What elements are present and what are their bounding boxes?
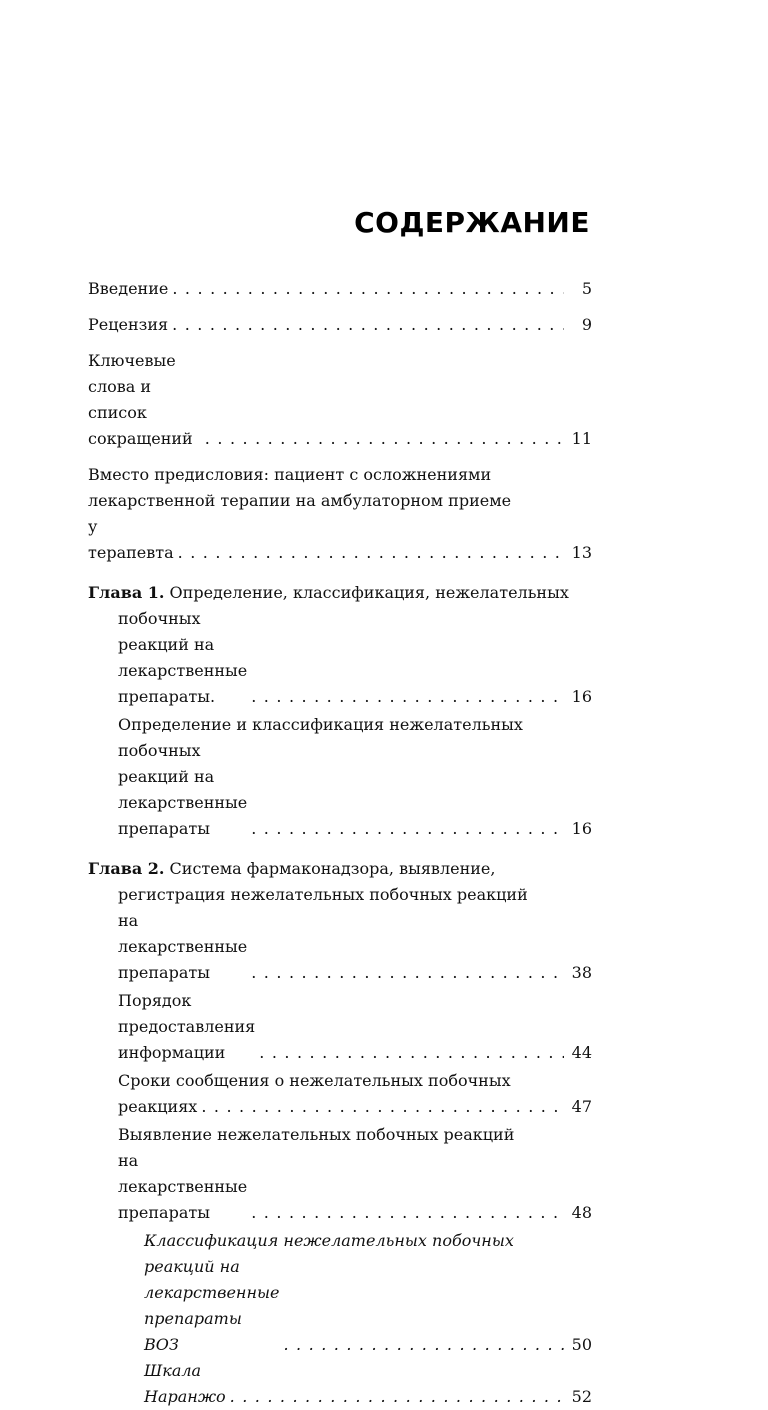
toc-page-number: 16 — [571, 687, 592, 706]
leader-dots — [197, 1094, 564, 1120]
toc-entry[interactable] — [88, 348, 592, 452]
toc-entry-text: у терапевта — [88, 517, 174, 562]
leader-dots — [247, 960, 564, 986]
toc-page-number: 47 — [571, 1097, 592, 1116]
table-of-contents — [88, 276, 592, 1410]
toc-entry-text: реакций на лекарственные препараты ВОЗ — [144, 1257, 280, 1354]
leader-dots — [226, 1384, 564, 1410]
toc-entry-line: Система фармаконадзора, выявление, — [169, 859, 496, 878]
leader-dots — [247, 1200, 564, 1226]
toc-page-number: 11 — [571, 429, 592, 448]
toc-entry-text: реакциях — [118, 1097, 198, 1116]
toc-entry-line: Сроки сообщения о нежелательных побочных — [118, 1071, 511, 1090]
toc-subsection-entry[interactable] — [88, 1358, 592, 1410]
toc-entry[interactable] — [88, 712, 592, 842]
toc-page-number: 13 — [571, 543, 592, 562]
toc-subsection-entry[interactable] — [88, 1228, 592, 1358]
toc-entry-text: на лекарственные препараты — [118, 911, 248, 982]
toc-entry[interactable] — [88, 312, 592, 338]
toc-page-number: 16 — [571, 819, 592, 838]
leader-dots — [168, 276, 564, 302]
toc-page-number: 38 — [571, 963, 592, 982]
toc-entry-text: Рецензия — [88, 315, 169, 334]
toc-page-number: 50 — [571, 1335, 592, 1354]
toc-page-number: 44 — [571, 1043, 592, 1062]
toc-entry-text: Порядок предоставления информации — [118, 991, 256, 1062]
leader-dots — [247, 684, 564, 710]
chapter-label: Глава 2. — [88, 859, 165, 878]
page-title: СОДЕРЖАНИЕ — [354, 206, 590, 239]
toc-entry-line: Классификация нежелательных побочных — [144, 1231, 514, 1250]
toc-entry-text: на лекарственные препараты — [118, 1151, 248, 1222]
leader-dots — [174, 540, 564, 566]
toc-page-number: 5 — [581, 279, 592, 298]
toc-entry-text: побочных реакций на лекарственные препараты — [118, 741, 248, 838]
toc-entry[interactable] — [88, 1122, 592, 1226]
toc-entry-line: регистрация нежелательных побочных реакций — [118, 885, 528, 904]
toc-entry[interactable] — [88, 988, 592, 1066]
toc-entry-line: Определение и классификация нежелательных — [118, 715, 523, 734]
toc-chapter-entry[interactable] — [88, 580, 592, 710]
toc-entry[interactable] — [88, 1068, 592, 1120]
leader-dots — [255, 1040, 564, 1066]
toc-page-number: 52 — [571, 1387, 592, 1406]
toc-entry[interactable] — [88, 462, 592, 566]
chapter-label: Глава 1. — [88, 583, 165, 602]
toc-entry[interactable] — [88, 276, 592, 302]
toc-chapter-entry[interactable] — [88, 856, 592, 986]
toc-page-number: 48 — [571, 1203, 592, 1222]
toc-page-number: 9 — [581, 315, 592, 334]
toc-entry-line: Вместо предисловия: пациент с осложнениями — [88, 465, 492, 484]
leader-dots — [168, 312, 564, 338]
leader-dots — [279, 1332, 564, 1358]
toc-entry-text: Введение — [88, 279, 169, 298]
leader-dots — [201, 426, 564, 452]
toc-entry-text: Шкала Наранжо — [144, 1361, 226, 1406]
leader-dots — [247, 816, 564, 842]
toc-entry-text: Ключевые слова и список сокращений — [88, 351, 193, 448]
toc-entry-line: Определение, классификация, нежелательных — [169, 583, 569, 602]
toc-entry-line: Выявление нежелательных побочных реакций — [118, 1125, 515, 1144]
toc-entry-line: лекарственной терапии на амбулаторном приеме — [88, 491, 512, 510]
toc-entry-text: побочных реакций на лекарственные препараты. — [118, 609, 248, 706]
